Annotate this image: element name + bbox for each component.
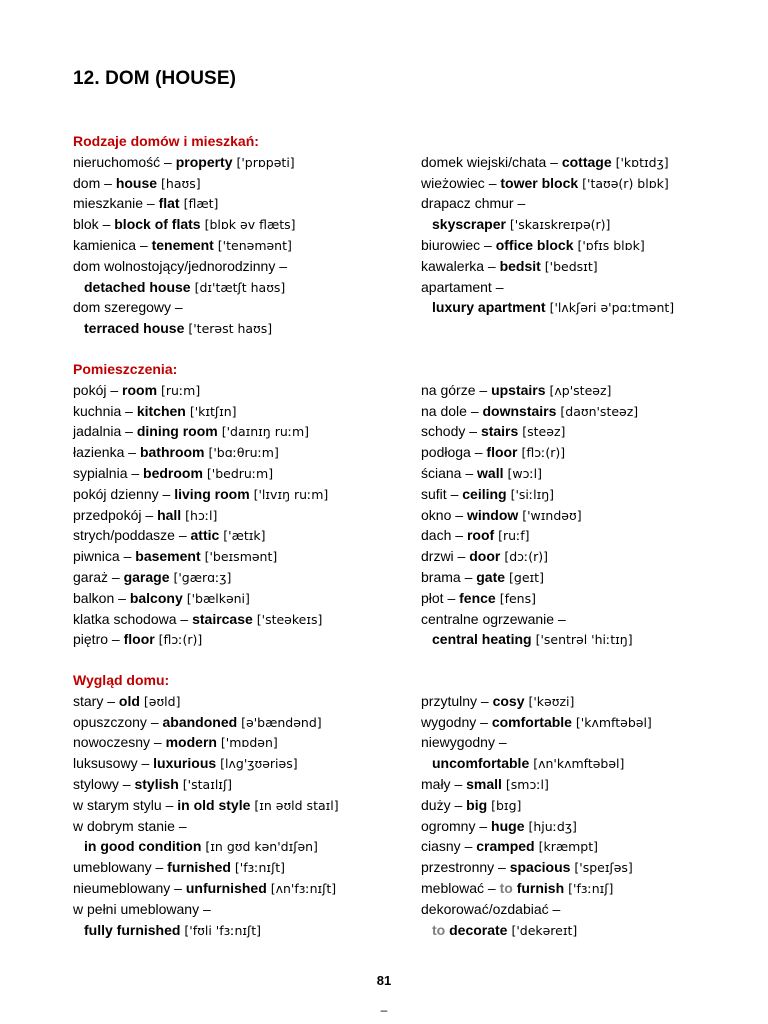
polish-term: kawalerka – (421, 257, 500, 274)
polish-term: ogromny – (421, 817, 492, 834)
english-term: old (118, 692, 140, 709)
pronunciation: [ɪn gʊd kən'dɪʃən] (201, 839, 318, 855)
english-term: block of flats (114, 216, 201, 233)
pronunciation: [flɔː(r)] (154, 632, 203, 648)
english-term: luxury apartment (432, 299, 546, 316)
english-term: gate (476, 568, 506, 585)
english-term: roof (466, 527, 495, 544)
english-term: basement (135, 548, 201, 565)
vocab-entry (73, 173, 403, 194)
pronunciation: ['kəʊzi] (524, 693, 575, 709)
vocab-entry (421, 214, 741, 235)
polish-term: pokój dzienny – (73, 485, 175, 502)
pronunciation: [dɪ'tætʃt haʊs] (190, 279, 286, 295)
pronunciation: ['speɪʃəs] (570, 860, 633, 876)
pronunciation: [əʊld] (139, 693, 181, 709)
pronunciation: ['wɪndəʊ] (518, 507, 582, 523)
english-term: stairs (480, 423, 519, 440)
english-term: downstairs (482, 402, 557, 419)
polish-term: luksusowy – (73, 755, 154, 772)
vocab-entry (73, 567, 403, 588)
polish-term: dom wolnostojący/jednorodzinny – (73, 257, 288, 274)
pronunciation: [hɔːl] (181, 507, 218, 523)
vocab-entry (421, 463, 741, 484)
vocab-entry (73, 380, 403, 401)
english-term: modern (165, 734, 217, 751)
english-term: skyscraper (432, 216, 506, 233)
polish-term: mały – (421, 775, 467, 792)
pronunciation: ['fʊli 'fɜːnɪʃt] (180, 922, 262, 938)
pronunciation: ['kɪtʃɪn] (185, 403, 237, 419)
footer-mark: – (380, 1003, 388, 1017)
vocab-entry (73, 753, 403, 774)
vocab-entry (421, 609, 741, 630)
english-term: tenement (151, 236, 214, 253)
pronunciation: ['skaɪskreɪpə(r)] (505, 217, 611, 233)
english-term: central heating (432, 631, 532, 648)
vocab-entry (73, 546, 403, 567)
pronunciation: [dɔː(r)] (500, 549, 548, 565)
pronunciation: [daʊn'steəz] (556, 403, 639, 419)
english-term: bedroom (143, 464, 203, 481)
polish-term: nieruchomość – (73, 153, 176, 170)
pronunciation: ['bɑːθruːm] (204, 445, 279, 461)
vocab-entry (73, 318, 403, 339)
english-term: attic (190, 527, 220, 544)
pronunciation: [ʌp'steəz] (545, 382, 612, 398)
english-term: tower block (500, 174, 579, 191)
polish-term: nieumeblowany – (73, 879, 186, 896)
pronunciation: ['bedsɪt] (540, 258, 598, 274)
english-term: flat (158, 195, 180, 212)
pronunciation: [blɒk əv flæts] (200, 217, 296, 233)
english-term: floor (486, 444, 518, 461)
polish-term: stylowy – (73, 775, 135, 792)
vocab-entry (73, 505, 403, 526)
polish-term: podłoga – (421, 444, 487, 461)
polish-term: ściana – (421, 464, 478, 481)
vocab-entry (73, 277, 403, 298)
polish-term: wieżowiec – (421, 174, 501, 191)
pronunciation: ['fɜːnɪʃ] (564, 880, 614, 896)
polish-term: stary – (73, 692, 119, 709)
vocab-entry (73, 588, 403, 609)
english-term: room (122, 381, 158, 398)
vocab-entry (421, 629, 741, 650)
pronunciation: ['siːlɪŋ] (506, 486, 555, 502)
vocab-entry (421, 256, 741, 277)
english-term: upstairs (491, 381, 546, 398)
vocab-column-left (73, 380, 403, 650)
english-term: living room (174, 485, 250, 502)
vocab-entry (421, 816, 741, 837)
polish-term: piwnica – (73, 548, 136, 565)
pronunciation: [flæt] (179, 196, 219, 212)
pronunciation: [kræmpt] (534, 839, 599, 855)
vocab-entry (421, 920, 741, 941)
vocab-entry (73, 691, 403, 712)
vocab-entry (421, 401, 741, 422)
english-term: balcony (129, 589, 183, 606)
section-heading: Wygląd domu: (73, 672, 170, 688)
polish-term: przedpokój – (73, 506, 158, 523)
english-term: fence (459, 589, 496, 606)
vocab-entry (421, 421, 741, 442)
vocab-entry (73, 152, 403, 173)
vocab-entry (73, 732, 403, 753)
polish-term: na górze – (421, 381, 492, 398)
vocab-entry (421, 795, 741, 816)
polish-term: okno – (421, 506, 467, 523)
polish-term: niewygodny – (421, 734, 507, 751)
english-term: property (175, 153, 233, 170)
polish-term: dom szeregowy – (73, 299, 183, 316)
vocab-entry (73, 442, 403, 463)
english-term: huge (491, 817, 525, 834)
vocab-entry (73, 795, 403, 816)
polish-term: opuszczony – (73, 713, 163, 730)
pronunciation: ['tenəmənt] (213, 237, 292, 253)
polish-term: sypialnia – (73, 464, 144, 481)
page-title: 12. DOM (HOUSE) (73, 68, 237, 89)
pronunciation: ['taʊə(r) blɒk] (578, 175, 669, 191)
english-term: dining room (136, 423, 218, 440)
pronunciation: [steəz] (518, 424, 566, 440)
vocab-entry (73, 235, 403, 256)
polish-term: sufit – (421, 485, 463, 502)
polish-term: strych/poddasze – (73, 527, 191, 544)
polish-term: nowoczesny – (73, 734, 166, 751)
vocab-entry (421, 235, 741, 256)
vocab-column-right (421, 380, 741, 650)
english-term: ceiling (462, 485, 507, 502)
vocab-entry (421, 505, 741, 526)
english-term: cramped (476, 838, 535, 855)
english-term: window (466, 506, 519, 523)
vocab-entry (73, 857, 403, 878)
vocab-entry (421, 173, 741, 194)
english-term: small (466, 775, 502, 792)
vocab-entry (421, 774, 741, 795)
section-heading: Pomieszczenia: (73, 361, 178, 377)
pronunciation: ['mɒdən] (216, 735, 278, 751)
pronunciation: ['ætɪk] (219, 528, 266, 544)
vocab-entry (421, 732, 741, 753)
polish-term: mieszkanie – (73, 195, 159, 212)
vocab-entry (421, 152, 741, 173)
pronunciation: ['lɪvɪŋ ruːm] (249, 486, 329, 502)
polish-term: umeblowany – (73, 859, 168, 876)
pronunciation: ['ɒfɪs blɒk] (573, 237, 645, 253)
polish-term: dom – (73, 174, 116, 191)
pronunciation: ['bedruːm] (202, 465, 274, 481)
vocab-entry (73, 816, 403, 837)
english-term: office block (495, 236, 574, 253)
english-term: in old style (177, 796, 251, 813)
vocab-entry (421, 712, 741, 733)
english-term: house (115, 174, 158, 191)
polish-term: balkon – (73, 589, 130, 606)
polish-term: klatka schodowa – (73, 610, 193, 627)
pronunciation: [haʊs] (157, 175, 201, 191)
vocab-entry (421, 193, 741, 214)
pronunciation: [wɔːl] (503, 465, 543, 481)
pronunciation: ['sentrəl 'hiːtɪŋ] (531, 632, 633, 648)
english-term: hall (157, 506, 182, 523)
english-term: big (466, 796, 488, 813)
english-term: floor (123, 631, 155, 648)
polish-term: piętro – (73, 631, 124, 648)
english-prefix: to (432, 921, 450, 938)
english-term: in good condition (84, 838, 202, 855)
page-number: 81 (376, 973, 392, 988)
pronunciation: [fens] (495, 590, 536, 606)
english-prefix: to (499, 879, 517, 896)
english-term: cottage (561, 153, 612, 170)
english-term: furnish (516, 879, 565, 896)
pronunciation: [geɪt] (505, 569, 544, 585)
english-term: wall (477, 464, 504, 481)
vocab-entry (421, 546, 741, 567)
polish-term: brama – (421, 568, 477, 585)
english-term: stylish (134, 775, 179, 792)
polish-term: kamienica – (73, 236, 152, 253)
vocab-entry (73, 878, 403, 899)
vocab-entry (73, 774, 403, 795)
vocab-entry (421, 836, 741, 857)
polish-term: biurowiec – (421, 236, 496, 253)
pronunciation: ['terəst haʊs] (184, 321, 273, 337)
pronunciation: ['daɪnɪŋ ruːm] (217, 424, 310, 440)
pronunciation: [hjuːdʒ] (524, 818, 577, 834)
english-term: terraced house (84, 320, 185, 337)
vocab-entry (421, 484, 741, 505)
vocab-entry (73, 421, 403, 442)
vocab-entry (421, 899, 741, 920)
pronunciation: ['lʌkʃəri ə'pɑːtmənt] (545, 300, 675, 316)
vocab-column-left (73, 152, 403, 339)
polish-term: drzwi – (421, 548, 470, 565)
polish-term: kuchnia – (73, 402, 137, 419)
polish-term: domek wiejski/chata – (421, 153, 562, 170)
pronunciation: ['beɪsmənt] (200, 549, 278, 565)
vocab-column-right (421, 691, 741, 941)
vocab-entry (421, 277, 741, 298)
polish-term: apartament – (421, 278, 504, 295)
polish-term: dach – (421, 527, 467, 544)
vocab-entry (421, 442, 741, 463)
pronunciation: [ruːf] (494, 528, 530, 544)
pronunciation: [ʌn'kʌmftəbəl] (529, 756, 625, 772)
polish-term: w starym stylu – (73, 796, 178, 813)
vocab-entry (73, 836, 403, 857)
pronunciation: [ə'bændənd] (237, 714, 322, 730)
pronunciation: ['fɜːnɪʃt] (230, 860, 286, 876)
english-term: door (469, 548, 501, 565)
vocab-entry (73, 463, 403, 484)
pronunciation: [ruːm] (157, 382, 201, 398)
english-term: unfurnished (185, 879, 267, 896)
polish-term: przytulny – (421, 692, 493, 709)
vocab-entry (73, 609, 403, 630)
pronunciation: [ʌn'fɜːnɪʃt] (266, 880, 337, 896)
polish-term: ciasny – (421, 838, 477, 855)
polish-term: dekorować/ozdabiać – (421, 900, 561, 917)
english-term: luxurious (153, 755, 217, 772)
vocab-entry (73, 629, 403, 650)
vocab-entry (421, 588, 741, 609)
vocab-entry (73, 899, 403, 920)
vocab-entry (73, 920, 403, 941)
polish-term: duży – (421, 796, 467, 813)
vocab-entry (73, 525, 403, 546)
polish-term: schody – (421, 423, 481, 440)
english-term: garage (123, 568, 170, 585)
english-term: bathroom (139, 444, 205, 461)
polish-term: w dobrym stanie – (73, 817, 187, 834)
polish-term: pokój – (73, 381, 123, 398)
vocab-entry (73, 712, 403, 733)
pronunciation: [bɪg] (487, 797, 522, 813)
polish-term: w pełni umeblowany – (73, 900, 211, 917)
pronunciation: [ɪn əʊld staɪl] (250, 797, 339, 813)
pronunciation: [smɔːl] (501, 776, 549, 792)
vocab-entry (73, 214, 403, 235)
english-term: abandoned (162, 713, 238, 730)
english-term: furnished (167, 859, 231, 876)
vocab-entry (421, 857, 741, 878)
vocab-entry (73, 193, 403, 214)
english-term: fully furnished (84, 921, 181, 938)
vocab-entry (421, 567, 741, 588)
vocab-entry (421, 691, 741, 712)
english-term: staircase (192, 610, 253, 627)
vocab-entry (421, 297, 741, 318)
polish-term: łazienka – (73, 444, 140, 461)
english-term: detached house (84, 278, 191, 295)
vocab-entry (421, 380, 741, 401)
polish-term: blok – (73, 216, 115, 233)
vocab-entry (421, 525, 741, 546)
polish-term: drapacz chmur – (421, 195, 526, 212)
pronunciation: ['gærɑːʒ] (169, 569, 232, 585)
vocab-entry (73, 297, 403, 318)
pronunciation: ['steəkeɪs] (252, 611, 323, 627)
english-term: bedsit (499, 257, 541, 274)
polish-term: płot – (421, 589, 460, 606)
english-term: cosy (492, 692, 525, 709)
polish-term: jadalnia – (73, 423, 137, 440)
vocab-column-left (73, 691, 403, 941)
polish-term: na dole – (421, 402, 483, 419)
english-term: spacious (509, 859, 571, 876)
pronunciation: ['prɒpəti] (232, 154, 295, 170)
pronunciation: [flɔː(r)] (517, 445, 566, 461)
english-term: uncomfortable (432, 755, 530, 772)
vocab-column-right (421, 152, 741, 318)
vocab-entry (421, 878, 741, 899)
pronunciation: ['bælkəni] (182, 590, 250, 606)
english-term: comfortable (491, 713, 572, 730)
pronunciation: ['dekəreɪt] (507, 922, 578, 938)
vocab-entry (421, 753, 741, 774)
polish-term: przestronny – (421, 859, 510, 876)
pronunciation: ['kɒtɪdʒ] (611, 154, 669, 170)
polish-term: wygodny – (421, 713, 492, 730)
pronunciation: ['staɪlɪʃ] (178, 776, 233, 792)
polish-term: garaż – (73, 568, 124, 585)
vocab-entry (73, 484, 403, 505)
polish-term: centralne ogrzewanie – (421, 610, 566, 627)
pronunciation: ['kʌmftəbəl] (571, 714, 652, 730)
pronunciation: [lʌg'ʒʊəriəs] (216, 756, 298, 772)
english-term: decorate (449, 921, 508, 938)
english-term: kitchen (136, 402, 186, 419)
vocab-entry (73, 401, 403, 422)
polish-term: meblować – (421, 879, 500, 896)
section-heading: Rodzaje domów i mieszkań: (73, 133, 259, 149)
vocab-entry (73, 256, 403, 277)
